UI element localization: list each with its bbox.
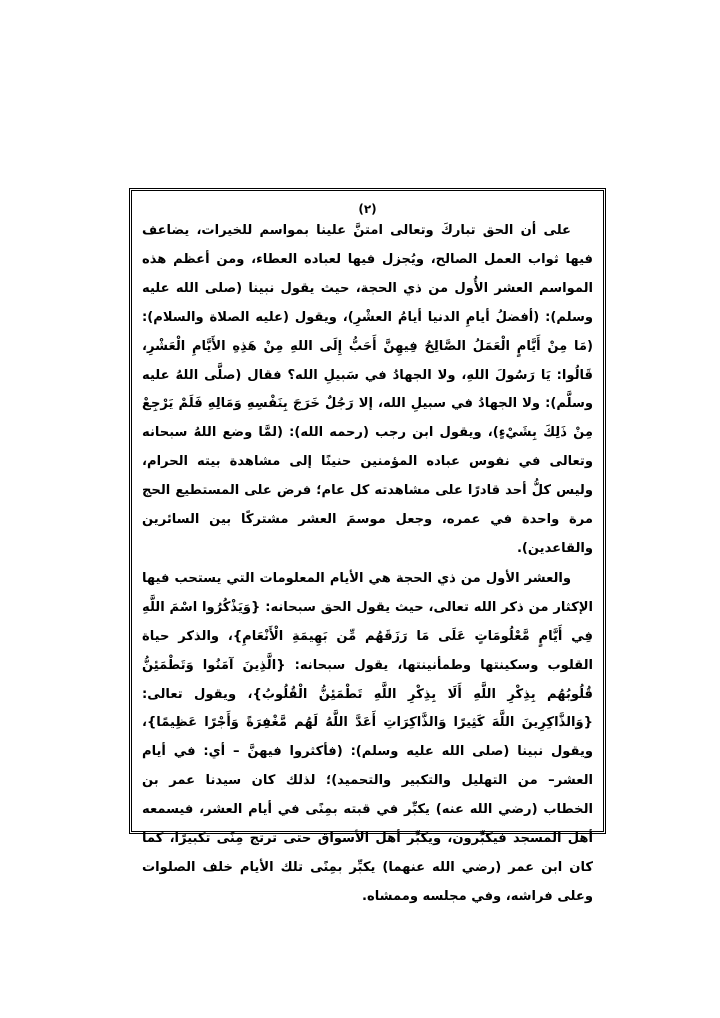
page-number: (٢) [358,202,377,216]
frame-content [142,191,593,904]
text-frame [129,188,606,904]
paragraph-2: والعشر الأول من ذي الحجة هي الأيام المعلومات التي يستحب فيها الإكثار من ذكر الله تعالى، حيث يقول الحق سبحانه: {وَيَذْكُرُوا اسْمَ اللَّهِ فِي أَيَّامٍ مَّعْلُومَاتٍ عَلَى مَا رَزَقَهُم مِّن بَهِيمَةِ الْأَنْعَامِ}، والذكر حياة القلوب وسكينتها وطمأنينتها، يقول سبحانه: {الَّذِينَ آمَنُوا وَتَطْمَئِنُّ قُلُوبُهُم بِذِكْرِ اللَّهِ أَلَا بِذِكْرِ اللَّهِ تَطْمَئِنُّ الْقُلُوبُ}، ويقول تعالى: {وَالذَّاكِرِينَ اللَّهَ كَثِيرًا وَالذَّاكِرَاتِ أَعَدَّ اللَّهُ لَهُم مَّغْفِرَةً وَأَجْرًا عَظِيمًا}، ويقول نبينا (صلى الله عليه وسلم): (فأكثروا فيهنَّ – أي: في أيام العشر– من التهليل والتكبير والتحميد)؛ لذلك كان سيدنا عمر بن الخطاب (رضي الله عنه) يكبِّر في قبته بمِنًى في أيام العشر، فيسمعه أهل المسجد فيكبِّرون، ويكبِّر أهل الأسواق حتى ترتج مِنًى تكبيرًا، كما كان ابن عمر (رضي الله عنهما) يكبِّر بمِنًى تلك الأيام خلف الصلوات وعلى فراشه، وفي مجلسه وممشاه. [142,570,593,904]
paragraph-1: على أن الحق تباركَ وتعالى امتنَّ علينا بمواسم للخيرات، يضاعف فيها ثواب العمل الصالح، ويُجزل فيها لعباده العطاء، ومن أعظم هذه المواسم العشر الأُول من ذي الحجة، حيث يقول نبينا (صلى الله عليه وسلم): (أفضلُ أيامِ الدنيا أيامُ العشْرِ)، ويقول (عليه الصلاة والسلام): (مَا مِنْ أَيَّامٍ الْعَمَلُ الصَّالِحُ فِيهِنَّ أَحَبُّ إِلَى اللهِ مِنْ هَذِهِ الأَيَّامِ الْعَشْرِ، قَالُوا: يَا رَسُولَ اللهِ، ولا الجهادُ في سَبيلِ الله؟ فقال (صلَّى اللهُ عليه وسلَّم): ولا الجهادُ في سبيلِ الله، إلا رَجُلٌ خَرَجَ بِنَفْسِهِ وَمَالِهِ فَلَمْ يَرْجِعْ مِنْ ذَلِكَ بِشَيْءٍ)، ويقول ابن رجب (رحمه الله): (لمَّا وضع اللهُ سبحانه وتعالى في نفوس عباده المؤمنين حنينًا إلى مشاهدة بيته الحرام، وليس كلُّ أحد قادرًا على مشاهدته كل عام؛ فرض على المستطيع الحج مرة واحدة في عمره، وجعل موسمَ العشر مشتركًا بين السائرين والقاعدين). [142,223,593,556]
